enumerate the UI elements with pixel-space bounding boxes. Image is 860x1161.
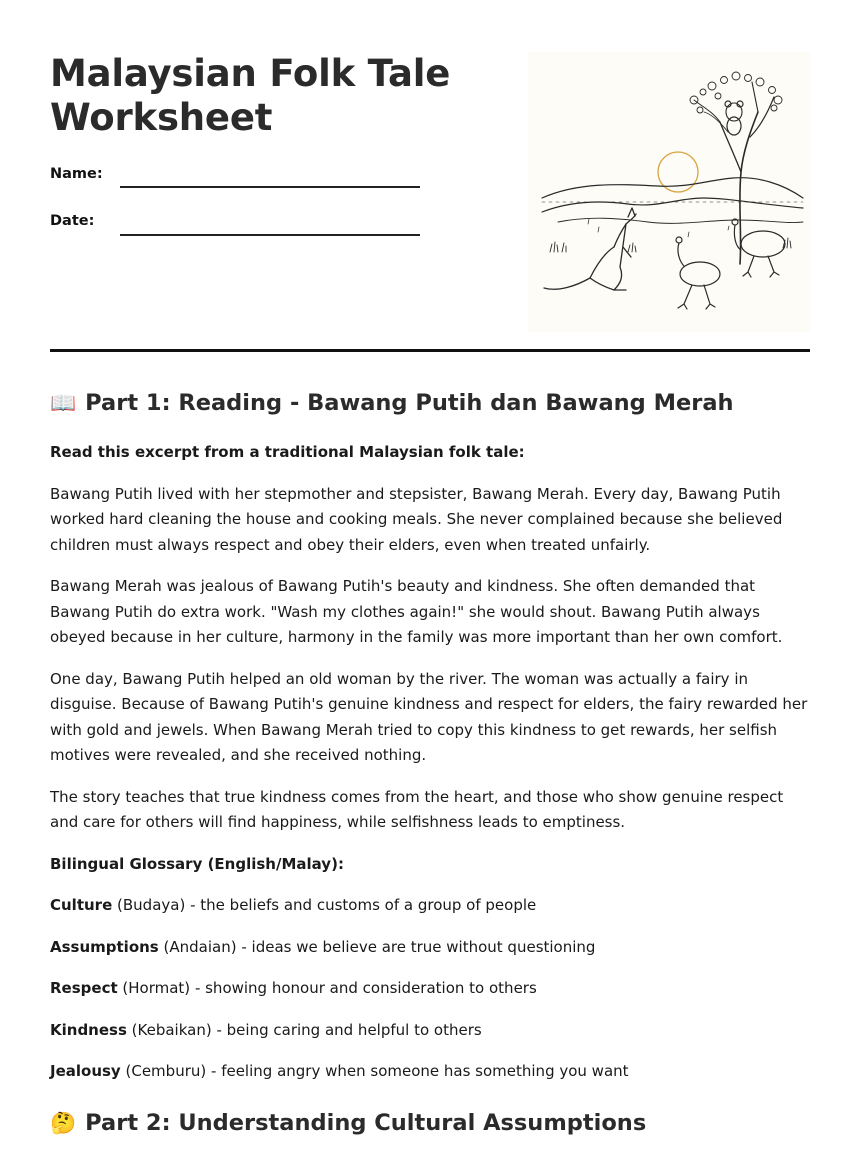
glossary-definition: - showing honour and consideration to others	[194, 979, 537, 997]
glossary-term: Culture	[50, 896, 113, 914]
part1-content	[50, 440, 815, 1101]
glossary-definition: - being caring and helpful to others	[216, 1020, 482, 1039]
outback-landscape-illustration	[528, 52, 810, 332]
glossary-term: Kindness	[50, 1020, 127, 1039]
page-title: Malaysian Folk Tale Worksheet	[50, 52, 451, 139]
glossary-term: Respect	[50, 979, 118, 997]
part1-title: Part 1: Reading - Bawang Putih dan Bawang Merah	[85, 390, 734, 416]
glossary-item	[50, 976, 815, 1002]
glossary-item	[50, 893, 815, 919]
glossary-definition: - the beliefs and customs of a group of people	[190, 896, 537, 914]
glossary-definition: - feeling angry when someone has something you want	[211, 1062, 629, 1080]
part2-heading	[50, 1110, 646, 1136]
glossary-malay: (Budaya)	[117, 896, 186, 914]
story-paragraph: The story teaches that true kindness comes from the heart, and those who show genuine respect and care for others will find happiness, while selfishness leads to emptiness.	[50, 787, 784, 831]
story-paragraph: One day, Bawang Putih helped an old woman by the river. The woman was actually a fairy in disguise. Because of Bawang Putih's genuine kindness and respect for elders, the fairy rewarded her with gold and jewels. When Bawang Merah tried to copy this kindness to get rewards, her selfish motives were revealed, and she received nothing.	[50, 669, 808, 764]
story-paragraph: Bawang Merah was jealous of Bawang Putih's beauty and kindness. She often demanded that Bawang Putih do extra work. "Wash my clothes again!" she would shout. Bawang Putih always obeyed because in her culture, harmony in the family was more important than her own comfort.	[50, 577, 783, 646]
header-divider	[50, 349, 810, 352]
glossary-malay: (Cemburu)	[125, 1062, 207, 1080]
glossary-item	[50, 1018, 815, 1044]
glossary-term: Jealousy	[50, 1062, 121, 1080]
date-field-line[interactable]	[120, 234, 420, 236]
glossary-definition: - ideas we believe are true without questioning	[241, 937, 596, 956]
emu-drawing	[676, 237, 720, 309]
reading-instruction: Read this excerpt from a traditional Malaysian folk tale:	[50, 443, 525, 461]
open-book-icon: 📖	[50, 390, 77, 415]
date-label: Date:	[50, 213, 95, 229]
glossary-malay: (Kebaikan)	[131, 1020, 212, 1039]
worksheet-header	[50, 52, 810, 342]
story-paragraph: Bawang Putih lived with her stepmother and stepsister, Bawang Merah. Every day, Bawang Putih worked hard cleaning the house and cooking meals. She never complained because she believed children must always respect and obey their elders, even when treated unfairly.	[50, 484, 783, 554]
part1-heading	[50, 390, 734, 416]
glossary-term: Assumptions	[50, 937, 159, 956]
part2-title: Part 2: Understanding Cultural Assumptions	[85, 1110, 647, 1136]
glossary-heading: Bilingual Glossary (English/Malay):	[50, 854, 344, 873]
glossary-malay: (Hormat)	[122, 979, 191, 997]
glossary-item	[50, 935, 815, 961]
name-field-line[interactable]	[120, 186, 420, 188]
name-label: Name:	[50, 166, 103, 182]
glossary-malay: (Andaian)	[163, 937, 237, 956]
thinking-face-icon: 🤔	[50, 1110, 77, 1135]
glossary-item	[50, 1059, 815, 1085]
